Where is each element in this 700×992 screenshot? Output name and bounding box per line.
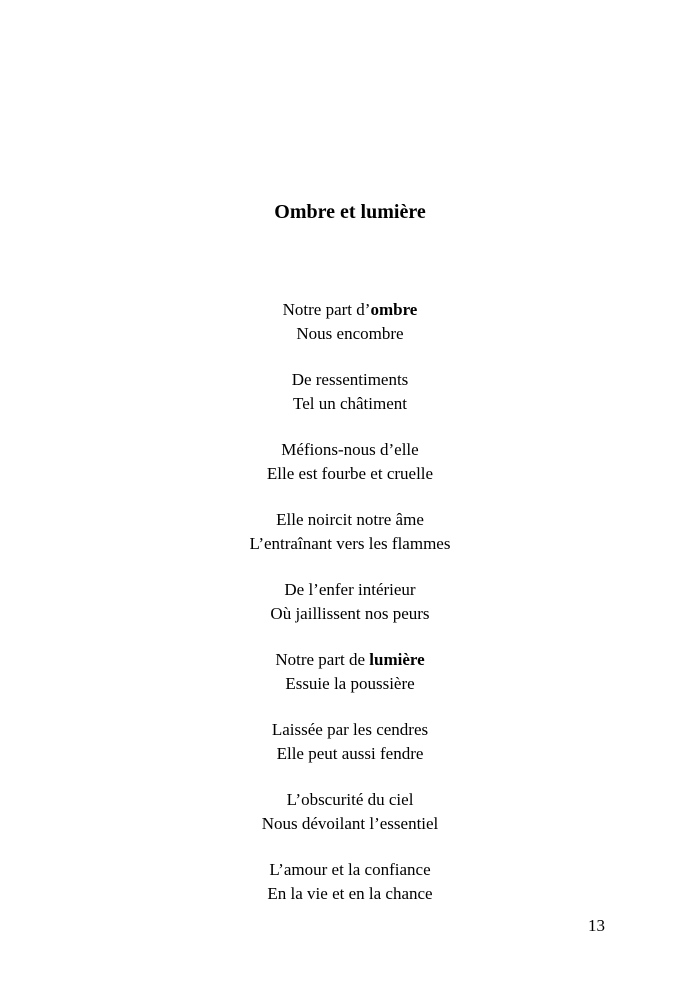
stanza-2 — [0, 368, 700, 415]
emphasized-word: ombre — [370, 300, 418, 319]
poem-line: Essuie la poussière — [285, 673, 415, 693]
line-text: Notre part d’ — [282, 300, 371, 319]
poem-line: Elle noircit notre âme — [276, 510, 424, 529]
poem-line: L’entraînant vers les flammes — [249, 533, 451, 553]
poem-line — [0, 648, 700, 672]
stanza-1 — [0, 298, 700, 345]
page-number: 13 — [588, 916, 605, 935]
poem-line: Nous encombre — [296, 323, 404, 343]
poem-line: Méfions-nous d’elle — [281, 440, 419, 459]
emphasized-word: lumière — [369, 650, 425, 669]
poem-line: Où jaillissent nos peurs — [270, 603, 430, 623]
poem-title: Ombre et lumière — [274, 201, 426, 223]
poem-line — [0, 298, 700, 322]
poem-line: Tel un châtiment — [293, 393, 407, 413]
poem-line: Elle peut aussi fendre — [276, 743, 424, 763]
stanza-6 — [0, 648, 700, 695]
stanza-8 — [0, 788, 700, 835]
poem-line: L’amour et la confiance — [269, 860, 431, 879]
poem-line: Elle est fourbe et cruelle — [266, 463, 434, 483]
stanza-5 — [0, 578, 700, 625]
stanza-4 — [0, 508, 700, 555]
stanza-9 — [0, 858, 700, 905]
poem-line: Laissée par les cendres — [271, 720, 429, 739]
poem-line: De l’enfer intérieur — [284, 580, 416, 599]
poem-line: L’obscurité du ciel — [286, 790, 414, 809]
stanza-7 — [0, 718, 700, 765]
poem-line: Nous dévoilant l’essentiel — [261, 813, 439, 833]
stanza-3 — [0, 438, 700, 485]
poem-line: En la vie et en la chance — [267, 883, 433, 903]
poem-line: De ressentiments — [291, 370, 409, 389]
line-text: Notre part de — [275, 650, 370, 669]
poem-body — [0, 298, 700, 928]
